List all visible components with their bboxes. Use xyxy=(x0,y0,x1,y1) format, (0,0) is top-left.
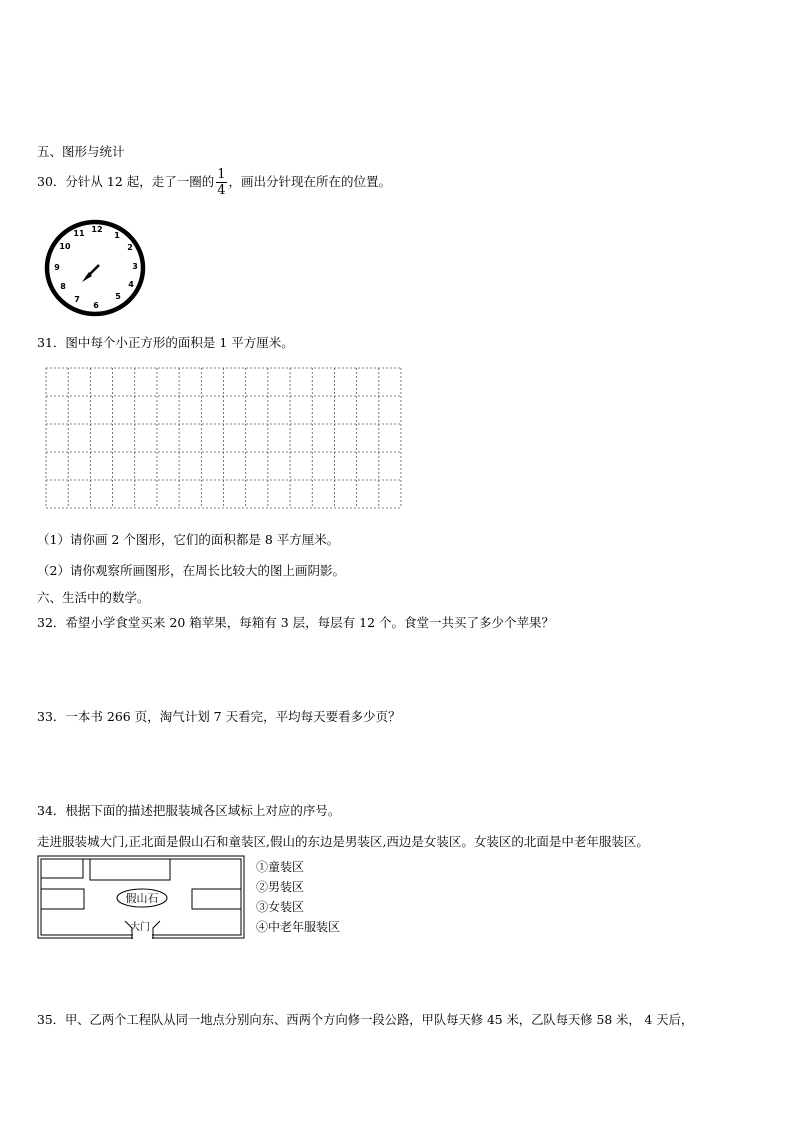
section-title-life-math: 六、生活中的数学。 xyxy=(37,590,150,605)
question-30-text-before: 分针从 12 起，走了一圈的 xyxy=(65,174,215,189)
clock-number-5: 5 xyxy=(115,292,121,301)
fraction-numerator: 1 xyxy=(217,167,226,182)
question-31-part-1: （1）请你画 2 个图形，它们的面积都是 8 平方厘米。 xyxy=(37,532,340,547)
clothing-mall-map xyxy=(37,855,245,939)
clock-number-11: 11 xyxy=(73,229,85,238)
gate-opening xyxy=(133,934,152,939)
question-30-text-after: ，画出分针现在所在的位置。 xyxy=(228,174,392,189)
clock-number-9: 9 xyxy=(54,263,60,272)
question-33: 33．一本书 266 页，淘气计划 7 天看完，平均每天要看多少页？ xyxy=(37,709,401,724)
question-31-part-2: （2）请你观察所画图形，在周长比较大的图上画阴影。 xyxy=(37,563,345,578)
legend-mens-area: ②男装区 xyxy=(256,880,305,894)
clock-number-6: 6 xyxy=(93,301,99,310)
fraction-denominator: 4 xyxy=(217,183,226,198)
mall-area-west xyxy=(41,889,84,909)
mall-area-east xyxy=(192,889,241,909)
question-30-number: 30． xyxy=(37,174,66,189)
clock-number-1: 1 xyxy=(114,231,120,240)
legend-elderly-area: ④中老年服装区 xyxy=(256,920,341,934)
clock-number-7: 7 xyxy=(74,295,80,304)
section-title-graphics: 五、图形与统计 xyxy=(37,144,125,159)
gate-right-door xyxy=(153,921,160,939)
mall-area-north xyxy=(90,859,170,880)
clock-number-10: 10 xyxy=(59,242,71,251)
clock-number-2: 2 xyxy=(127,243,133,252)
clock-face-image xyxy=(44,218,150,318)
question-34-description: 走进服装城大门,正北面是假山石和童装区,假山的东边是男装区,西边是女装区。女装区的北面是中老年服装区。 xyxy=(37,834,649,849)
clock-number-4: 4 xyxy=(128,280,134,289)
fraction-one-quarter xyxy=(216,168,226,197)
clock-number-3: 3 xyxy=(132,262,138,271)
gate-label: 大门 xyxy=(130,922,150,933)
legend-children-area: ①童装区 xyxy=(256,860,305,874)
question-30 xyxy=(37,168,391,197)
mall-area-northwest xyxy=(41,859,83,878)
clock-number-8: 8 xyxy=(60,282,66,291)
clock-number-12: 12 xyxy=(91,225,103,234)
question-34: 34．根据下面的描述把服装城各区域标上对应的序号。 xyxy=(37,803,341,818)
legend-womens-area: ③女装区 xyxy=(256,900,305,914)
rockery-label: 假山石 xyxy=(125,892,159,905)
question-32: 32．希望小学食堂买来 20 箱苹果，每箱有 3 层，每层有 12 个。食堂一共买了多少个苹果？ xyxy=(37,615,555,630)
question-31: 31．图中每个小正方形的面积是 1 平方厘米。 xyxy=(37,335,294,350)
question-35: 35．甲、乙两个工程队从同一地点分别向东、西两个方向修一段公路，甲队每天修 45 米，乙队每天修 58 米， 4 天后， xyxy=(37,1013,694,1027)
square-grid xyxy=(45,367,402,509)
